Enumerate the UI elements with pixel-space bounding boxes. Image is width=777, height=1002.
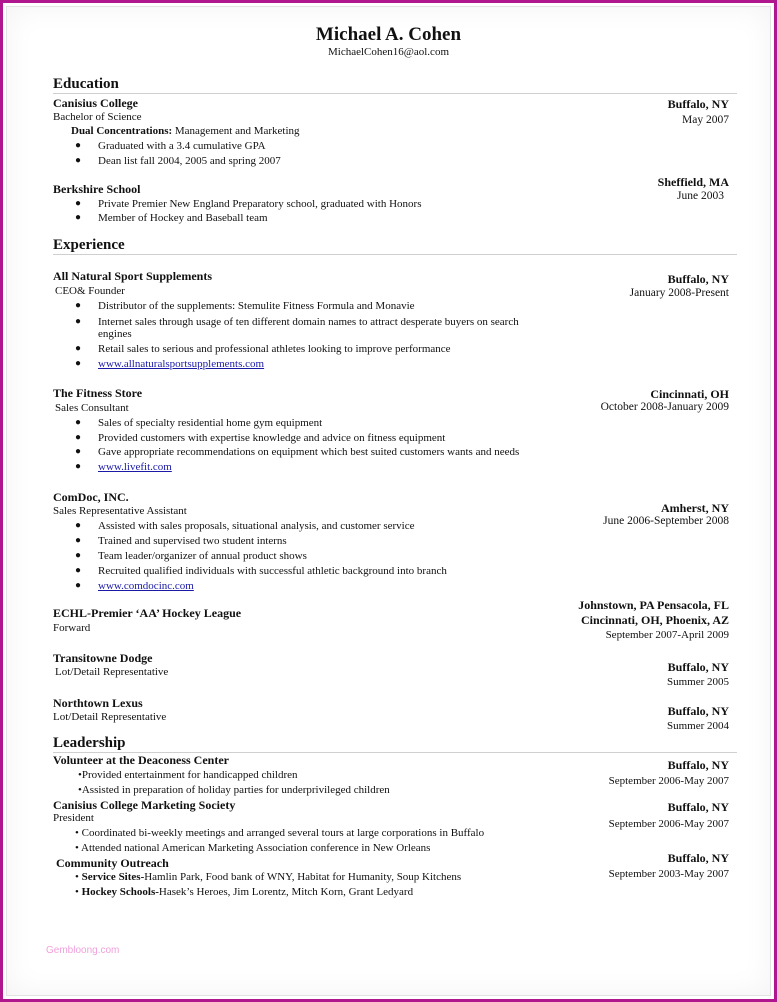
bullet-icon: ● (75, 417, 82, 428)
job-title: Sales Consultant (55, 402, 129, 414)
list-item: Private Premier New England Preparatory school, graduated with Honors (98, 198, 422, 210)
list-item: Dean list fall 2004, 2005 and spring 2007 (98, 155, 281, 167)
date: September 2006-May 2007 (608, 818, 729, 830)
list-item: Retail sales to serious and professional athletes looking to improve performance (98, 343, 451, 355)
outreach-label: Hockey Schools- (81, 886, 159, 898)
location: Buffalo, NY (667, 851, 729, 865)
experience-org-northtown: Northtown Lexus (53, 696, 143, 710)
list-item: Graduated with a 3.4 cumulative GPA (98, 140, 266, 152)
location: Buffalo, NY (667, 660, 729, 674)
job-title: Sales Representative Assistant (53, 505, 187, 517)
bullet-icon: ● (75, 358, 82, 369)
section-heading-leadership: Leadership (53, 735, 126, 751)
outreach-text: Hamlin Park, Food bank of WNY, Habitat for Humanity, Soup Kitchens (144, 871, 462, 883)
date: Summer 2004 (666, 720, 729, 732)
leadership-org-deaconess: Volunteer at the Deaconess Center (53, 753, 229, 767)
resume-name: Michael A. Cohen (315, 24, 462, 45)
leadership-org-outreach: Community Outreach (56, 856, 169, 870)
job-title: Forward (53, 622, 91, 634)
list-item: Sales of specialty residential home gym equipment (98, 417, 323, 429)
section-divider (53, 254, 737, 255)
company-link[interactable]: www.livefit.com (98, 461, 172, 473)
location: Buffalo, NY (667, 272, 729, 286)
concentration-label: Dual Concentrations: (71, 125, 173, 137)
location: Cincinnati, OH (650, 387, 729, 401)
bullet-icon: ● (75, 565, 82, 576)
list-item (75, 886, 413, 898)
list-item: Team leader/organizer of annual product shows (98, 550, 307, 562)
location: Buffalo, NY (667, 704, 729, 718)
experience-org-fitness: The Fitness Store (53, 386, 143, 400)
date: May 2007 (682, 114, 729, 126)
education-org-berkshire: Berkshire School (53, 182, 141, 196)
location: Sheffield, MA (657, 175, 729, 189)
resume-email: MichaelCohen16@aol.com (327, 46, 450, 58)
location: Cincinnati, OH, Phoenix, AZ (580, 613, 729, 627)
list-item (75, 871, 461, 883)
date: September 2006-May 2007 (608, 775, 729, 787)
bullet-icon: • (75, 871, 79, 883)
experience-org-transitowne: Transitowne Dodge (53, 651, 153, 665)
list-item: engines (98, 328, 132, 340)
bullet-icon: ● (75, 316, 82, 327)
bullet-icon: ● (75, 212, 82, 223)
date: June 2003 (677, 190, 724, 202)
bullet-icon: ● (75, 461, 82, 472)
outreach-label: Service Sites- (81, 871, 145, 883)
list-item: Recruited qualified individuals with successful athletic background into branch (98, 565, 447, 577)
leadership-org-marketing: Canisius College Marketing Society (53, 798, 236, 812)
location: Amherst, NY (661, 501, 729, 515)
company-link[interactable]: www.comdocinc.com (98, 580, 194, 592)
location: Johnstown, PA Pensacola, FL (578, 598, 729, 612)
date: September 2003-May 2007 (608, 868, 729, 880)
bullet-icon: ● (75, 343, 82, 354)
experience-org-echl: ECHL-Premier ‘AA’ Hockey League (53, 606, 242, 620)
job-title: Lot/Detail Representative (55, 666, 169, 678)
list-item: •Assisted in preparation of holiday parties for underprivileged children (78, 784, 390, 796)
bullet-icon: ● (75, 550, 82, 561)
job-title: CEO& Founder (55, 285, 125, 297)
job-title: Lot/Detail Representative (53, 711, 167, 723)
list-item: Provided customers with expertise knowledge and advice on fitness equipment (98, 432, 446, 444)
experience-org-comdoc: ComDoc, INC. (53, 490, 129, 504)
date: June 2006-September 2008 (603, 515, 729, 527)
bullet-icon: ● (75, 432, 82, 443)
location: Buffalo, NY (667, 758, 729, 772)
job-title: President (53, 812, 94, 824)
list-item: • Attended national American Marketing Association conference in New Orleans (75, 842, 431, 854)
list-item: Trained and supervised two student interns (98, 535, 287, 547)
company-link[interactable]: www.allnaturalsportsupplements.com (98, 358, 265, 370)
bullet-icon: ● (75, 155, 82, 166)
outreach-text: Hasek’s Heroes, Jim Lorentz, Mitch Korn, Grant Ledyard (158, 886, 414, 898)
list-item: • Coordinated bi-weekly meetings and arranged several tours at large corporations in Buffalo (75, 827, 485, 839)
bullet-icon: ● (75, 535, 82, 546)
date: Summer 2005 (666, 676, 729, 688)
location: Buffalo, NY (667, 97, 729, 111)
concentration-value: Management and Marketing (172, 125, 300, 137)
list-item: Internet sales through usage of ten different domain names to attract desperate buyers on search (98, 316, 519, 328)
list-item: Gave appropriate recommendations on equipment which best suited customers wants and needs (98, 446, 520, 458)
experience-org-ans: All Natural Sport Supplements (53, 269, 213, 283)
watermark: Gembloong.com (46, 945, 120, 956)
bullet-icon: ● (75, 520, 82, 531)
bullet-icon: ● (75, 198, 82, 209)
list-item: •Provided entertainment for handicapped children (78, 769, 298, 781)
location: Buffalo, NY (667, 800, 729, 814)
section-heading-experience: Experience (53, 237, 125, 253)
list-item: Member of Hockey and Baseball team (98, 212, 268, 224)
bullet-icon: • (75, 886, 79, 898)
bullet-icon: ● (75, 580, 82, 591)
section-heading-education: Education (53, 76, 119, 92)
education-org-canisius: Canisius College (53, 96, 139, 110)
bullet-icon: ● (75, 300, 82, 311)
date: October 2008-January 2009 (600, 401, 729, 413)
date: September 2007-April 2009 (605, 629, 729, 641)
section-divider (53, 93, 737, 94)
education-concentrations (71, 125, 300, 137)
date: January 2008-Present (629, 287, 729, 299)
list-item: Assisted with sales proposals, situational analysis, and customer service (98, 520, 415, 532)
bullet-icon: ● (75, 446, 82, 457)
bullet-icon: ● (75, 140, 82, 151)
list-item: Distributor of the supplements: Stemulite Fitness Formula and Monavie (98, 300, 415, 312)
education-degree: Bachelor of Science (53, 111, 142, 123)
